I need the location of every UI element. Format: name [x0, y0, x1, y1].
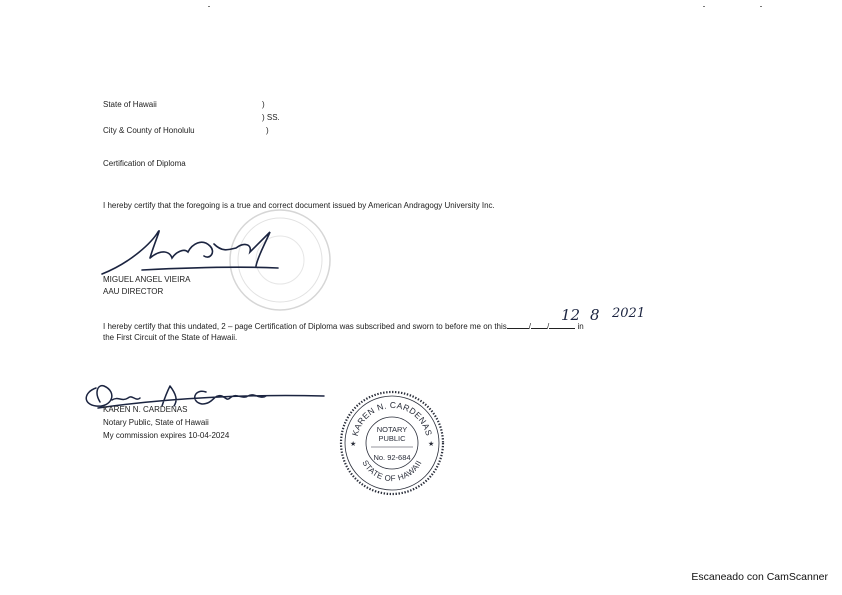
- jurat-text-before: I hereby certify that this undated, 2 – page Certification of Diploma was subscribed and sworn to before me on this: [103, 322, 507, 331]
- date-day-line: [531, 320, 547, 329]
- venue-bracket-ss: ) SS.: [262, 113, 280, 122]
- date-month-line: [507, 320, 529, 329]
- seal-top-arc: KAREN N. CARDENAS: [349, 399, 435, 438]
- seal-star-left-icon: ★: [350, 440, 357, 448]
- scan-speck: [760, 6, 762, 7]
- venue-bracket-bottom: ): [266, 126, 269, 135]
- notary-commission: My commission expires 10-04-2024: [103, 431, 230, 440]
- notary-name: KAREN N. CARDENAS: [103, 405, 188, 414]
- document-title: Certification of Diploma: [103, 159, 186, 168]
- date-month-handwritten: 12: [561, 306, 581, 324]
- scanner-watermark: Escaneado con CamScanner: [691, 571, 828, 583]
- seal-center-line-2: PUBLIC: [378, 434, 406, 443]
- state-label: State of Hawaii: [103, 100, 157, 109]
- director-signature: [92, 222, 282, 282]
- jurat-line-2: the First Circuit of the State of Hawaii.: [103, 333, 238, 342]
- notary-role: Notary Public, State of Hawaii: [103, 418, 209, 427]
- venue-bracket-top: ): [262, 100, 265, 109]
- scan-speck: [703, 6, 705, 7]
- svg-text:STATE OF HAWAII: [360, 459, 423, 483]
- date-day-handwritten: 8: [590, 306, 600, 324]
- seal-star-right-icon: ★: [428, 440, 435, 448]
- county-label: City & County of Honolulu: [103, 126, 195, 135]
- date-year-handwritten: 2021: [612, 306, 646, 321]
- notary-seal: [337, 388, 447, 498]
- jurat-text: I hereby certify that this undated, 2 – page Certification of Diploma was subscribed and sworn to before me on this / / in: [103, 322, 584, 331]
- certification-text: I hereby certify that the foregoing is a true and correct document issued by American Andragogy University Inc.: [103, 201, 495, 210]
- scan-speck: [208, 6, 210, 7]
- seal-number: No. 92-684: [373, 453, 411, 462]
- director-name: MIGUEL ANGEL VIEIRA: [103, 275, 191, 284]
- seal-bottom-arc: STATE OF HAWAII: [360, 458, 424, 484]
- jurat-text-after: in: [577, 322, 584, 331]
- seal-center-line-1: NOTARY: [376, 425, 408, 434]
- director-title: AAU DIRECTOR: [103, 287, 164, 296]
